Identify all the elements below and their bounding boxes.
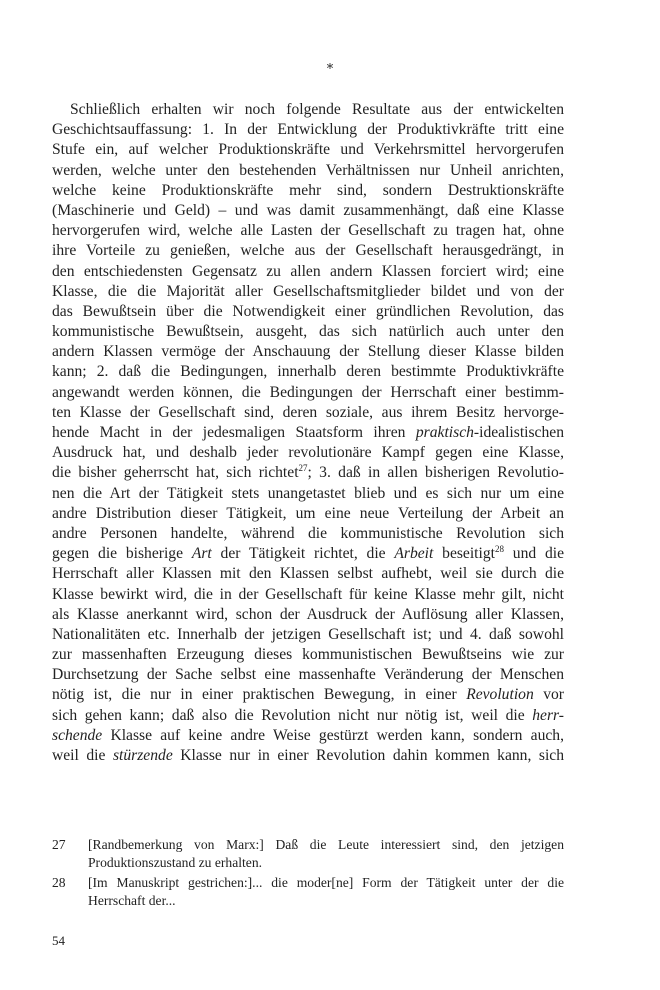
- text-line: [52, 564, 564, 584]
- text-line: [52, 685, 564, 705]
- page-number: 54: [52, 933, 65, 948]
- text-line: [52, 403, 564, 423]
- text-segment: Klasse, die die Majorität aller Gesellschaftsmitglieder bildet und von der: [52, 282, 564, 300]
- text-segment: beseitigt: [433, 545, 495, 563]
- text-line: [52, 362, 564, 382]
- text-line: [52, 221, 564, 241]
- text-line: [52, 322, 564, 342]
- text-line: [52, 241, 564, 261]
- text-line: [52, 524, 564, 544]
- text-line: [52, 443, 564, 463]
- text-line: [52, 302, 564, 322]
- text-segment: hervorgerufen wird, welche alle Lasten der Gesellschaft zu tragen hat, ohne: [52, 222, 564, 240]
- text-segment: und die: [503, 545, 564, 563]
- text-segment: Durchsetzung der Sache selbst eine massenhafte Veränderung der Menschen: [52, 666, 564, 684]
- text-segment: nen die Art der Tätigkeit stets unangetastet blieb und es sich nur um eine: [52, 484, 564, 502]
- text-segment: das Bewußtsein über die Notwendigkeit einer gründlichen Revolution, das: [52, 302, 564, 320]
- text-line: [52, 706, 564, 726]
- footnote-reference: 27: [298, 463, 308, 474]
- text-line: [52, 463, 564, 483]
- text-line: [52, 342, 564, 362]
- text-line: [52, 140, 564, 160]
- text-line: [52, 726, 564, 746]
- footnote-number: 27: [52, 837, 66, 852]
- footnote-number: 28: [52, 875, 66, 890]
- text-line: [52, 645, 564, 665]
- text-segment: Klasse auf keine andre Weise gestürzt werden kann, sondern auch,: [102, 726, 564, 744]
- text-segment: als Klasse anerkannt wird, schon der Ausdruck der Auflösung aller Klassen,: [52, 605, 564, 623]
- italic-text: schende: [52, 726, 103, 744]
- text-segment: Stufe ein, auf welcher Produktionskräfte und Verkehrsmittel hervorgerufen: [52, 141, 564, 159]
- text-segment: andern Klassen vermöge der Anschauung der Stellung dieser Klasse bilden: [52, 343, 564, 361]
- main-paragraph: [52, 100, 564, 766]
- text-segment: andre Personen handelte, während die kommunistische Revolution sich: [52, 524, 564, 542]
- text-segment: gegen die bisherige: [52, 545, 192, 563]
- text-line: [52, 605, 564, 625]
- text-segment: Herrschaft aller Klassen mit den Klassen selbst aufhebt, weil sie durch die: [52, 565, 564, 583]
- text-segment: -idealistischen: [473, 424, 564, 441]
- text-segment: werden, welche unter den bestehenden Verhältnissen nur Unheil anrichten,: [52, 161, 564, 179]
- text-segment: hende Macht in der jedesmaligen Staatsform ihren: [52, 424, 416, 441]
- text-line: [52, 544, 564, 564]
- text-segment: (Maschinerie und Geld) – und was damit zusammenhängt, daß eine Klasse: [52, 201, 564, 219]
- italic-text: Art: [191, 545, 212, 563]
- footnote-text: [Im Manuskript gestrichen:]... die moder[ne] Form der Tätigkeit unter der die Herrschaft der...: [88, 875, 564, 908]
- footnotes: [52, 836, 564, 912]
- text-segment: weil die: [52, 747, 113, 764]
- text-segment: angewandt werden können, die Bedingungen der Herrschaft einer bestimm-: [52, 383, 564, 401]
- text-segment: welche keine Produktionskräfte mehr sind, sondern Destruktionskräfte: [52, 181, 564, 199]
- italic-text: herr-: [532, 706, 564, 724]
- text-segment: den entschiedensten Gegensatz zu allen andern Klassen forciert wird; eine: [52, 262, 564, 280]
- footnote-text: [Randbemerkung von Marx:] Daß die Leute interessiert sind, den jetzigen Produktionszustand zu erhalten.: [88, 837, 564, 870]
- text-segment: ; 3. daß in allen bisherigen Revolutio-: [307, 464, 564, 482]
- text-segment: zur massenhaften Erzeugung dieses kommunistischen Bewußtseins wie zur: [52, 646, 564, 664]
- section-ornament: *: [326, 62, 334, 77]
- text-line: [52, 120, 564, 140]
- text-segment: die bisher geherrscht hat, sich richtet: [52, 464, 299, 482]
- text-line: [52, 484, 564, 504]
- text-segment: kann; 2. daß die Bedingungen, innerhalb deren bestimmte Produktivkräfte: [52, 363, 564, 381]
- text-line: [52, 161, 564, 181]
- text-line: [52, 665, 564, 685]
- italic-text: Revolution: [466, 686, 534, 704]
- text-line: [52, 625, 564, 645]
- text-line: [52, 504, 564, 524]
- text-line: [52, 100, 564, 120]
- text-segment: sich gehen kann; daß also die Revolution nicht nur nötig ist, weil die: [52, 706, 533, 724]
- text-segment: der Tätigkeit richtet, die: [211, 545, 395, 563]
- text-segment: Ausdruck hat, und deshalb jeder revolutionäre Kampf gegen eine Klasse,: [52, 444, 564, 462]
- text-segment: nötig ist, die nur in einer praktischen Bewegung, in einer: [52, 686, 467, 704]
- text-line: [52, 585, 564, 605]
- italic-text: stürzende: [112, 747, 173, 764]
- text-segment: Nationalitäten etc. Innerhalb der jetzigen Gesellschaft ist; und 4. daß sowohl: [52, 625, 564, 643]
- footnote-27: [52, 836, 564, 871]
- text-segment: kommunistische Bewußtsein, ausgeht, das sich natürlich auch unter den: [52, 323, 564, 341]
- footnote-28: [52, 874, 564, 909]
- footnote-reference: 28: [494, 544, 504, 555]
- italic-text: praktisch: [415, 424, 474, 441]
- text-segment: andre Distribution dieser Tätigkeit, um eine neue Verteilung der Arbeit an: [52, 504, 564, 522]
- text-segment: Klasse nur in einer Revolution dahin kommen kann, sich: [172, 747, 565, 764]
- text-line: [52, 746, 564, 766]
- text-line: [52, 181, 564, 201]
- text-line: [52, 262, 564, 282]
- text-line: [52, 423, 564, 443]
- text-segment: Geschichtsauffassung: 1. In der Entwicklung der Produktivkräfte tritt eine: [52, 121, 564, 139]
- text-segment: vor: [533, 686, 564, 704]
- italic-text: Arbeit: [394, 545, 434, 563]
- text-line: [52, 383, 564, 403]
- text-segment: ten Klasse der Gesellschaft sind, deren soziale, aus ihrem Besitz hervorge-: [52, 403, 564, 421]
- text-line: [52, 201, 564, 221]
- text-line: [52, 282, 564, 302]
- text-segment: Schließlich erhalten wir noch folgende Resultate aus der entwickelten: [70, 101, 564, 118]
- text-segment: Klasse bewirkt wird, die in der Gesellschaft für keine Klasse mehr gilt, nicht: [52, 585, 564, 603]
- text-segment: ihre Vorteile zu genießen, welche aus der Gesellschaft herausgedrängt, in: [52, 242, 564, 260]
